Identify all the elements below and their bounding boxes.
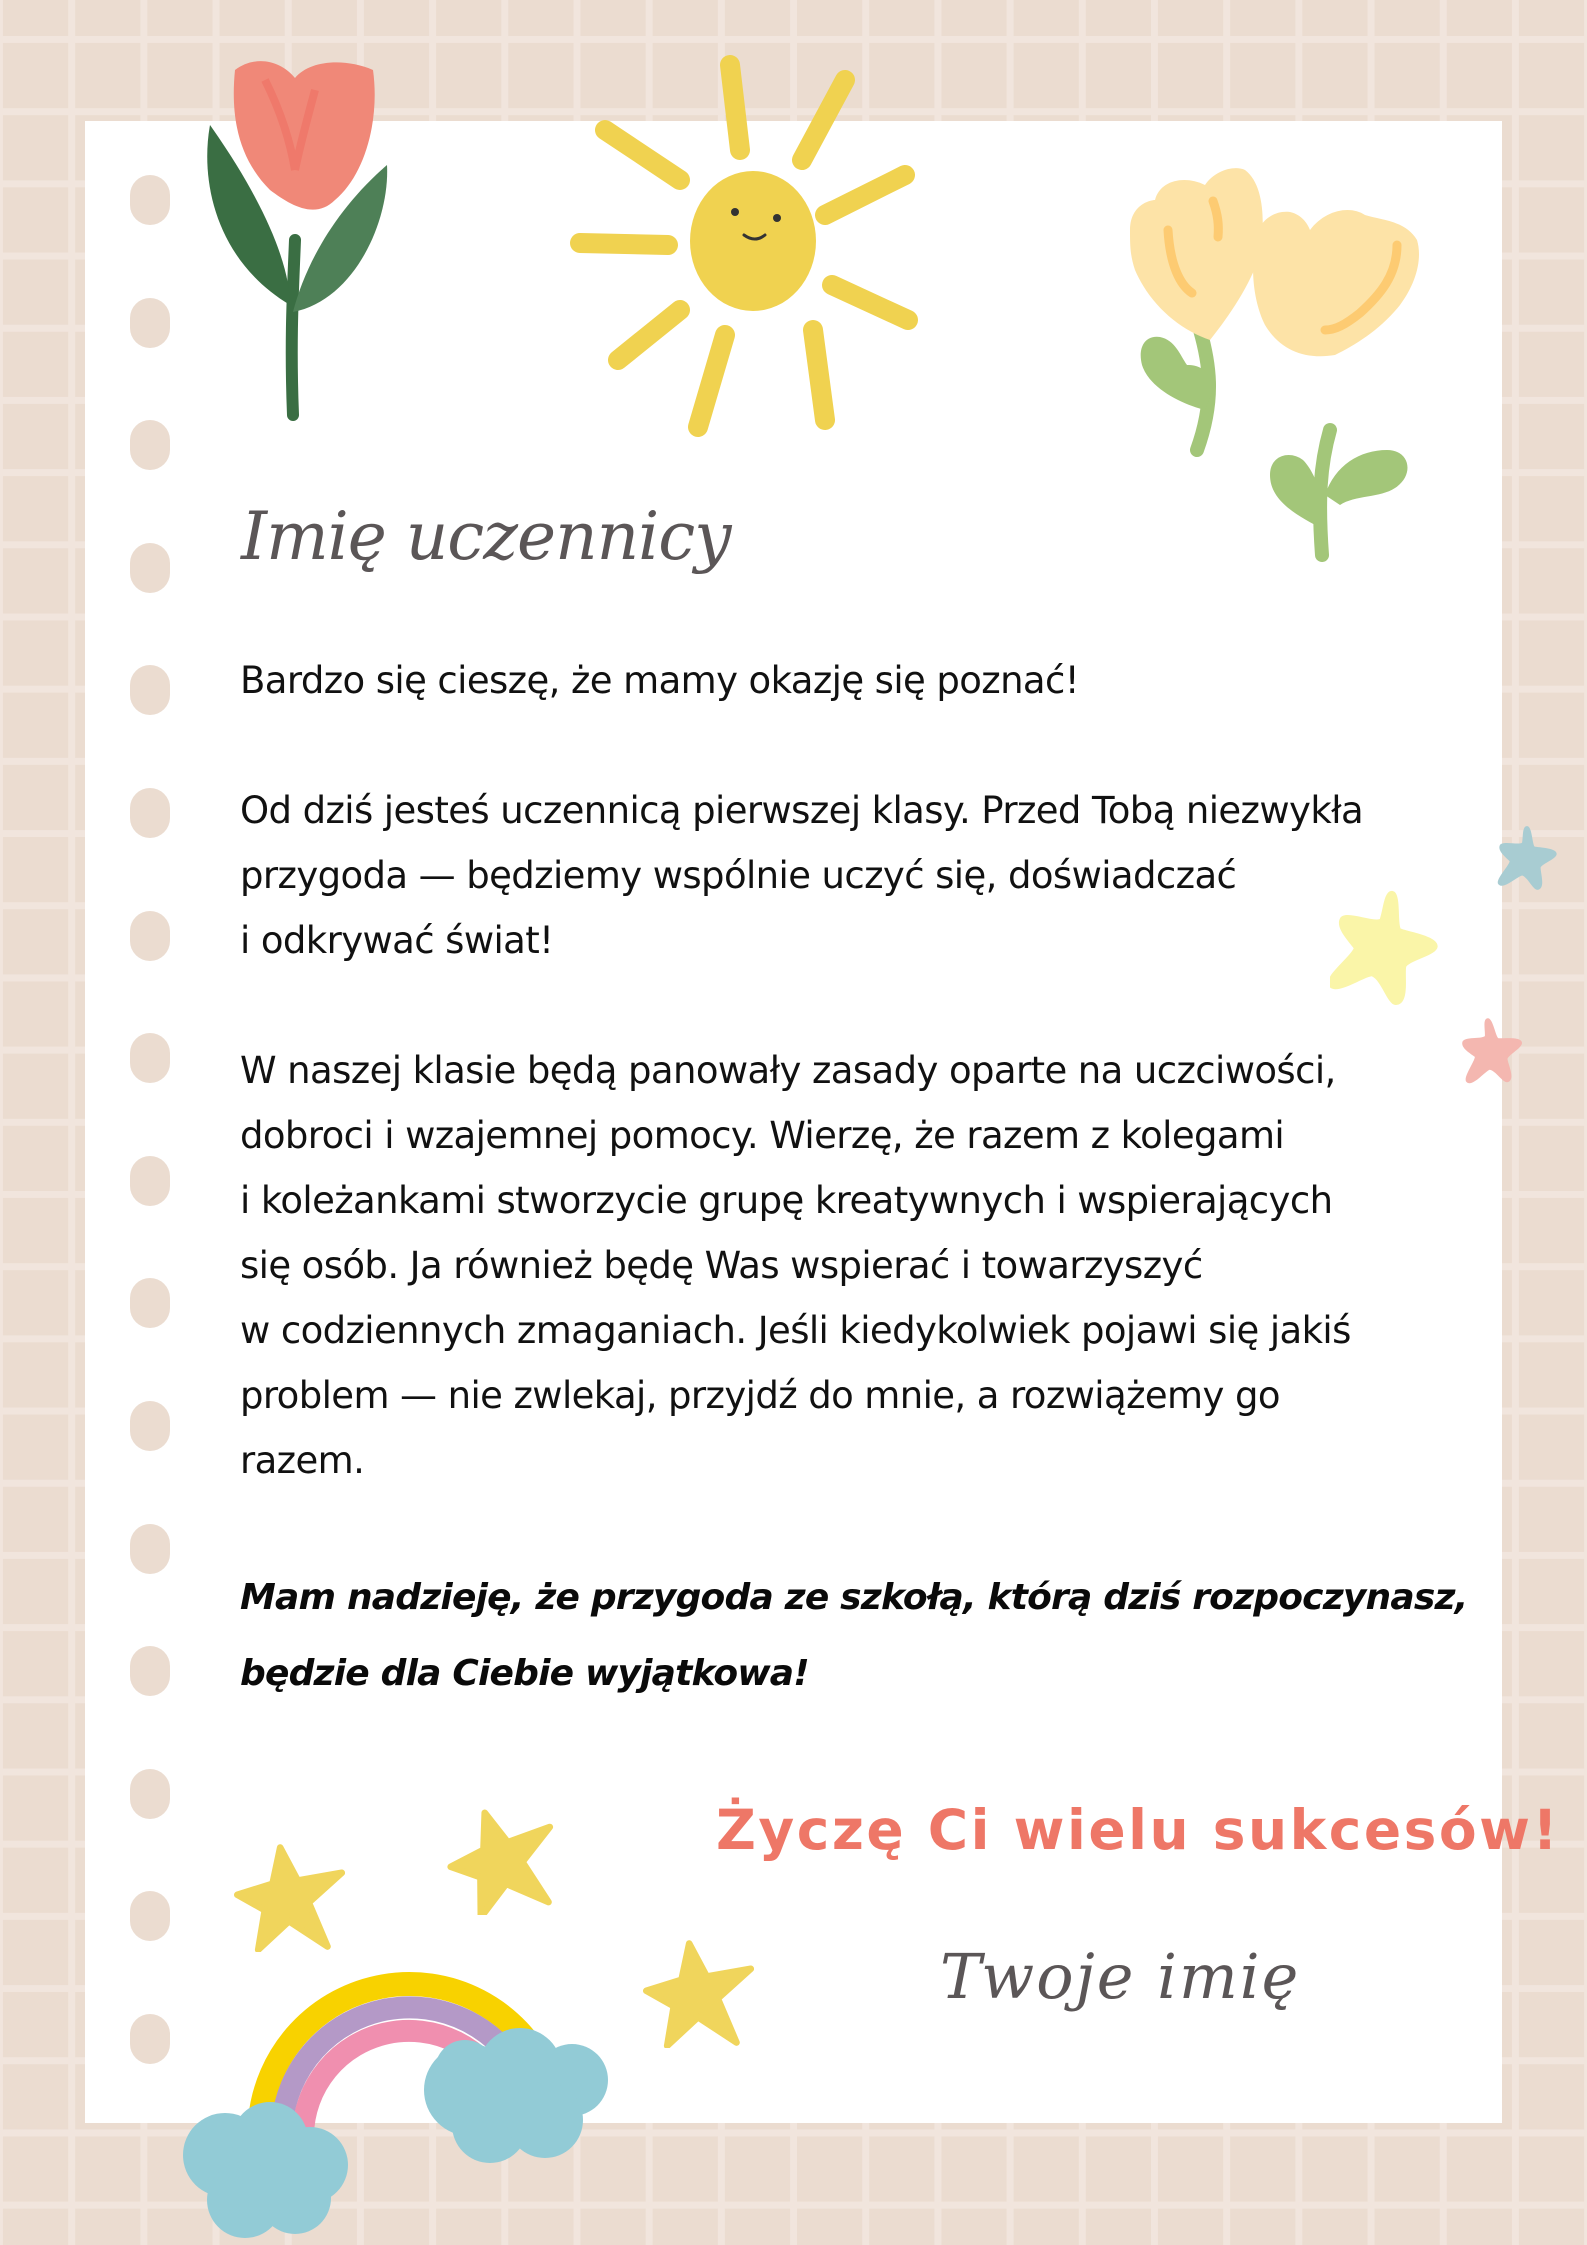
sun-icon [570,55,950,445]
binder-hole [130,1769,170,1819]
star-icon [446,1805,558,1915]
binder-hole [130,298,170,348]
student-name-title: Imię uczennicy [241,498,731,575]
paragraph-2-line: w codziennych zmaganiach. Jeśli kiedykolwiek pojawi się jakiś [240,1309,1351,1352]
closing-statement [240,1560,1490,1712]
star-icon [1496,823,1558,891]
wish-heading: Życzę Ci wielu sukcesów! [716,1798,1561,1862]
binder-hole [130,788,170,838]
paragraph-1-line: przygoda — będziemy wspólnie uczyć się, doświadczać [240,854,1237,897]
paragraph-2-line: W naszej klasie będą panowały zasady oparte na uczciwości, [240,1049,1336,1092]
paragraph-2-line: razem. [240,1439,365,1482]
star-icon [233,1842,345,1952]
paragraph-2-line: problem — nie zwlekaj, przyjdź do mnie, a rozwiążemy go [240,1374,1280,1417]
binder-hole [130,420,170,470]
binder-hole [130,911,170,961]
paragraph-2-line: dobroci i wzajemnej pomocy. Wierzę, że razem z kolegami [240,1114,1285,1157]
paragraph-1-line: i odkrywać świat! [240,919,554,962]
binder-hole [130,2014,170,2064]
greeting-line: Bardzo się cieszę, że mamy okazję się poznać! [240,659,1079,702]
binder-hole [130,543,170,593]
binder-hole [130,1033,170,1083]
closing-line: będzie dla Ciebie wyjątkowa! [240,1653,809,1694]
paragraph-2-line: się osób. Ja również będę Was wspierać i towarzyszyć [240,1244,1203,1287]
closing-line: Mam nadzieję, że przygoda ze szkołą, którą dziś rozpoczynasz, [240,1577,1468,1618]
binder-hole [130,1278,170,1328]
binder-hole [130,1401,170,1451]
binder-hole [130,1891,170,1941]
cloud-icon [424,2028,608,2163]
binder-hole [130,1524,170,1574]
binder-hole [130,175,170,225]
cloud-icon [183,2102,348,2238]
yellow-flowers-icon [1125,165,1455,565]
letter-body [240,648,1480,1493]
tulip-icon [195,50,405,425]
signature: Twoje imię [940,1940,1301,2013]
paragraph-1-line: Od dziś jesteś uczennicą pierwszej klasy. Przed Tobą niezwykła [240,789,1364,832]
binder-hole [130,1646,170,1696]
binder-hole [130,1156,170,1206]
binder-hole [130,665,170,715]
paragraph-2-line: i koleżankami stworzycie grupę kreatywnych i wspierających [240,1179,1333,1222]
rainbow-icon [170,1960,630,2245]
star-icon [642,1938,754,2048]
